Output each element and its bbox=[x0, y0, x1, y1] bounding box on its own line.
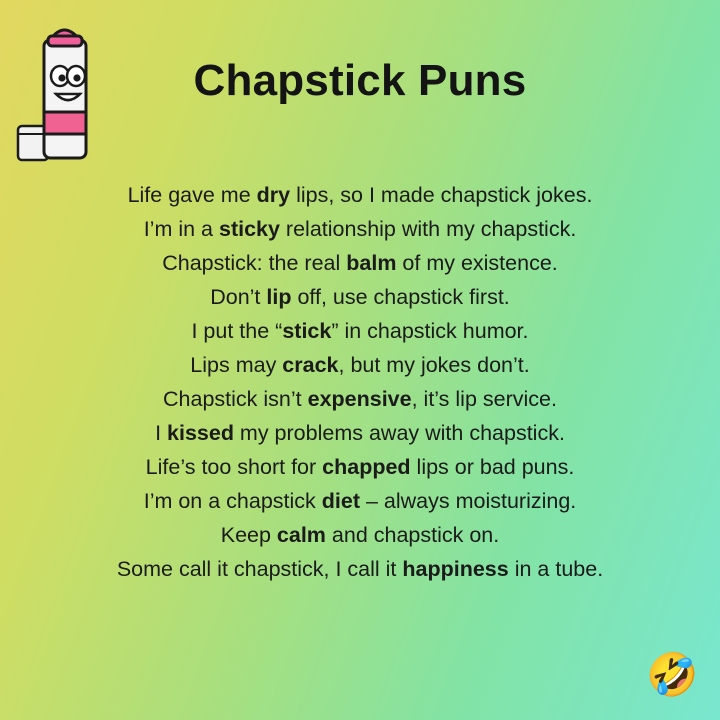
pun-text: lips or bad puns. bbox=[410, 455, 575, 479]
pun-text: , it’s lip service. bbox=[411, 387, 557, 411]
page-title: Chapstick Puns bbox=[193, 56, 527, 105]
pun-line bbox=[40, 450, 680, 484]
pun-line bbox=[40, 416, 680, 450]
pun-keyword: sticky bbox=[218, 217, 280, 241]
pun-line bbox=[40, 212, 680, 246]
pun-text: Some call it chapstick, I call it bbox=[116, 557, 403, 581]
pun-keyword: balm bbox=[346, 251, 397, 275]
pun-text: , but my jokes don’t. bbox=[338, 353, 530, 377]
pun-line bbox=[40, 280, 680, 314]
pun-keyword: crack bbox=[282, 353, 339, 377]
pun-keyword: kissed bbox=[167, 421, 234, 445]
pun-text: lips, so I made chapstick jokes. bbox=[290, 183, 593, 207]
pun-line bbox=[40, 484, 680, 518]
pun-keyword: happiness bbox=[402, 557, 509, 581]
pun-list bbox=[40, 178, 680, 586]
rolling-on-the-floor-laughing-icon: 🤣 bbox=[646, 651, 699, 698]
pun-text: my problems away with chapstick. bbox=[233, 421, 565, 445]
pun-text: Don’t bbox=[210, 285, 267, 309]
pun-keyword: calm bbox=[276, 523, 326, 547]
pun-keyword: stick bbox=[282, 319, 332, 343]
pun-text: Lips may bbox=[190, 353, 283, 377]
pun-text: in a tube. bbox=[508, 557, 604, 581]
pun-keyword: diet bbox=[321, 489, 360, 513]
pun-line bbox=[40, 382, 680, 416]
pun-text: Life’s too short for bbox=[145, 455, 323, 479]
pun-keyword: lip bbox=[266, 285, 292, 309]
pun-text: Chapstick: the real bbox=[162, 251, 347, 275]
pun-text: relationship with my chapstick. bbox=[279, 217, 577, 241]
pun-keyword: chapped bbox=[322, 455, 411, 479]
pun-line bbox=[40, 348, 680, 382]
pun-text: Chapstick isn’t bbox=[163, 387, 308, 411]
pun-line bbox=[40, 314, 680, 348]
pun-line bbox=[40, 518, 680, 552]
pun-text: I’m on a chapstick bbox=[143, 489, 322, 513]
pun-line bbox=[40, 552, 680, 586]
pun-line bbox=[40, 246, 680, 280]
pun-text: I put the “ bbox=[191, 319, 283, 343]
pun-keyword: expensive bbox=[307, 387, 412, 411]
pun-text: Keep bbox=[220, 523, 277, 547]
pun-text: I’m in a bbox=[143, 217, 219, 241]
pun-keyword: dry bbox=[256, 183, 291, 207]
pun-text: – always moisturizing. bbox=[360, 489, 577, 513]
pun-text: Life gave me bbox=[127, 183, 257, 207]
pun-text: of my existence. bbox=[396, 251, 558, 275]
pun-text: and chapstick on. bbox=[325, 523, 500, 547]
pun-text: ” in chapstick humor. bbox=[331, 319, 529, 343]
pun-text: I bbox=[155, 421, 168, 445]
pun-line bbox=[40, 178, 680, 212]
pun-text: off, use chapstick first. bbox=[291, 285, 510, 309]
